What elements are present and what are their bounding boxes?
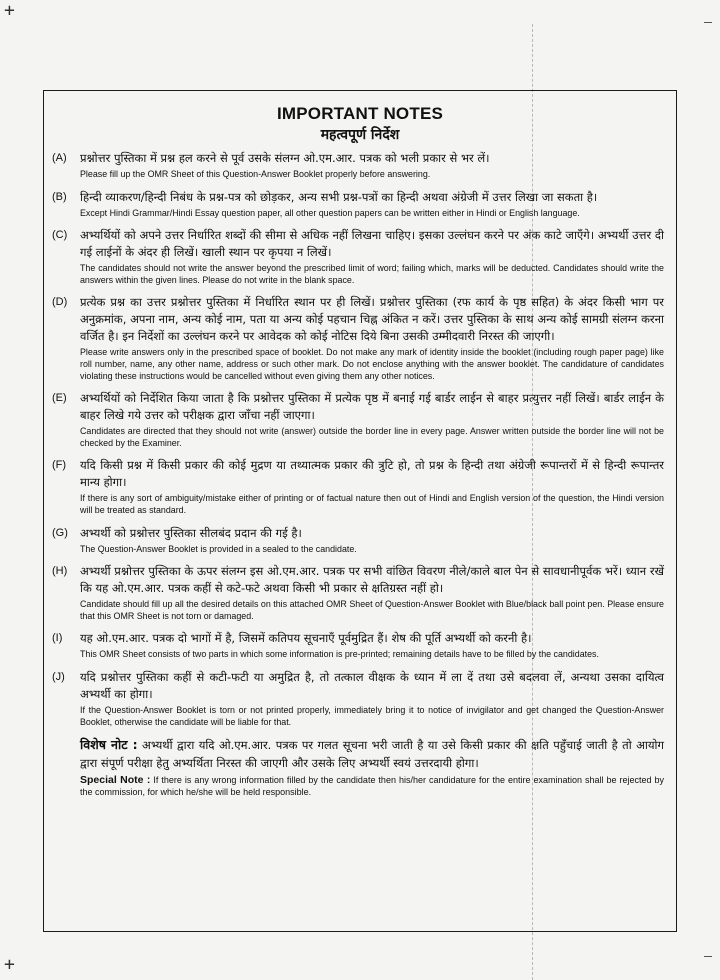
note-label: (D) [52, 296, 68, 309]
heading-english: IMPORTANT NOTES [276, 104, 444, 123]
note-hindi: अभ्यर्थियों को निर्देशित किया जाता है कि प्रश्नोत्तर पुस्तिका में प्रत्येक पृष्ठ में बनाई गई बार्डर लाईन से बाहर प्रत्युत्तर नहीं लिखें। बार्डर लाईन के बाहर लिखे गये उत्तर को परीक्षक द्वारा जाँचा नहीं जाएगा। [80, 391, 664, 423]
note-english: The candidates should not write the answer beyond the prescribed limit of word; failing which, marks will be deducted. Candidates should write the answers within the given lines. Please do not write in the blank space. [80, 263, 664, 285]
edge-tick [704, 956, 712, 957]
note-hindi: यह ओ.एम.आर. पत्रक दो भागों में है, जिसमें कतिपय सूचनाएँ पूर्वमुद्रित हैं। शेष की पूर्ति अभ्यर्थी को करनी है। [80, 631, 532, 646]
special-note-english: If there is any wrong information filled by the candidate then his/her candidature for the entire examination shall be rejected by the commission, for which he/she will be held responsible. [80, 774, 664, 798]
note-hindi: यदि प्रश्नोत्तर पुस्तिका कहीं से कटी-फटी या अमुद्रित है, तो तत्काल वीक्षक के ध्यान में ला दें तथा उसे बदलवा लें, अन्यथा उसका दायित्व अभ्यर्थी का होगा। [80, 669, 664, 701]
note-label: (B) [52, 190, 67, 203]
crop-mark-bottom: + [4, 954, 15, 975]
note-label: (J) [52, 670, 65, 683]
special-note-hindi-label: विशेष नोट : [80, 737, 138, 753]
note-hindi: अभ्यर्थी को प्रश्नोत्तर पुस्तिका सीलबंद प्रदान की गई है। [80, 525, 302, 540]
note-english: Please fill up the OMR Sheet of this Question-Answer Booklet properly before answering. [80, 169, 431, 180]
note-d [52, 294, 664, 382]
notes-list [52, 150, 664, 799]
note-english: If there is any sort of ambiguity/mistake either of printing or of factual nature then out of Hindi and English version of the question, the Hindi version will be treated as standard. [80, 493, 664, 515]
note-english: Except Hindi Grammar/Hindi Essay question paper, all other question papers can be written either in Hindi or English language. [80, 207, 580, 218]
note-a [52, 150, 664, 181]
note-label: (I) [52, 632, 63, 645]
heading-hindi: महत्वपूर्ण निर्देश [320, 127, 400, 143]
note-label: (H) [52, 565, 68, 578]
special-note [80, 736, 664, 799]
note-i [52, 630, 664, 661]
note-label: (G) [52, 526, 68, 539]
note-english: Please write answers only in the prescribed space of booklet. Do not make any mark of identity inside the booklet (including rough paper page) like roll number, name, any other name, address or such other mark. Do not enclose anything with the answer booklet. The candidature of candidates violating these instructions would be cancelled without even giving them any other notices. [80, 347, 664, 381]
note-english: This OMR Sheet consists of two parts in which some information is pre-printed; remaining details have to be filled by the candidates. [80, 649, 599, 660]
note-english: If the Question-Answer Booklet is torn or not printed properly, immediately bring it to notice of invigilator and get changed the Question-Answer Booklet, otherwise the candidate will be liable for that. [80, 704, 664, 727]
note-hindi: यदि किसी प्रश्न में किसी प्रकार की कोई मुद्रण या तथ्यात्मक प्रकार की त्रुटि हो, तो प्रश्न के हिन्दी तथा अंग्रेजी रूपान्तरों में से हिन्दी रूपान्तर मान्य होगा। [80, 458, 664, 490]
note-english: Candidates are directed that they should not write (answer) outside the border line in every page. Answer written outside the border line will not be checked by the Examiner. [80, 426, 664, 448]
note-label: (F) [52, 459, 67, 472]
note-label: (C) [52, 229, 68, 242]
note-label: (E) [52, 392, 67, 405]
note-g [52, 525, 664, 556]
note-j [52, 669, 664, 728]
special-note-english-label: Special Note : [80, 773, 151, 786]
note-english: The Question-Answer Booklet is provided in a sealed to the candidate. [80, 543, 357, 554]
note-hindi: प्रत्येक प्रश्न का उत्तर प्रश्नोत्तर पुस्तिका में निर्धारित स्थान पर ही लिखें। प्रश्नोत्तर पुस्तिका (रफ कार्य के पृष्ठ सहित) के अंदर किसी भाग पर अनुक्रमांक, अपना नाम, अन्य कोई नाम, पता या अन्य कोई पहचान चिह्न अंकित न करें। उत्तर पुस्तिका के साथ अन्य कोई सामग्री संलग्न करना वर्जित है। इन निर्देशों का उल्लंघन करने पर आवेदक को कोई नोटिस दिये बिना उसकी उम्मीदवारी निरस्त की जाएगी। [80, 295, 664, 344]
note-english: Candidate should fill up all the desired details on this attached OMR Sheet of Question-Answer Booklet with Blue/black ball point pen. Please ensure that this OMR Sheet is not torn or damaged. [80, 599, 664, 621]
note-e [52, 390, 664, 449]
note-c [52, 227, 664, 286]
note-label: (A) [52, 152, 67, 164]
heading [0, 104, 720, 144]
note-hindi: अभ्यर्थी प्रश्नोत्तर पुस्तिका के ऊपर संलग्न इस ओ.एम.आर. पत्रक पर सभी वांछित विवरण नीले/काले बाल पेन से सावधानीपूर्वक भरें। ध्यान रखें कि यह ओ.एम.आर. पत्रक कहीं से कटे-फटे अथवा किसी भी प्रकार से क्षतिग्रस्त नहीं हो। [80, 564, 664, 596]
crop-mark-top: + [4, 0, 15, 21]
special-note-hindi: अभ्यर्थी द्वारा यदि ओ.एम.आर. पत्रक पर गलत सूचना भरी जाती है या उसे किसी प्रकार की क्षति पहुँचाई जाती है तो आयोग द्वारा संपूर्ण परीक्षा हेतु अभ्यर्थिता निरस्त की जाएगी और उसके लिए अभ्यर्थी स्वयं उत्तरदायी होगा। [80, 738, 665, 770]
note-hindi: अभ्यर्थियों को अपने उत्तर निर्धारित शब्दों की सीमा से अधिक नहीं लिखना चाहिए। इसका उल्लंघन करने पर अंक काटे जाएँगे। अभ्यर्थी उत्तर दी गई लाईनों के अंदर ही लिखें। खाली स्थान पर कृपया न लिखें। [80, 228, 664, 260]
edge-tick [704, 22, 712, 23]
note-f [52, 457, 664, 516]
note-b [52, 189, 664, 220]
note-h [52, 563, 664, 622]
note-hindi: प्रश्नोत्तर पुस्तिका में प्रश्न हल करने से पूर्व उसके संलग्न ओ.एम.आर. पत्रक को भली प्रकार से भर लें। [80, 151, 490, 165]
note-hindi: हिन्दी व्याकरण/हिन्दी निबंध के प्रश्न-पत्र को छोड़कर, अन्य सभी प्रश्न-पत्रों का हिन्दी अथवा अंग्रेजी में उत्तर लिखा जा सकता है। [80, 189, 598, 204]
